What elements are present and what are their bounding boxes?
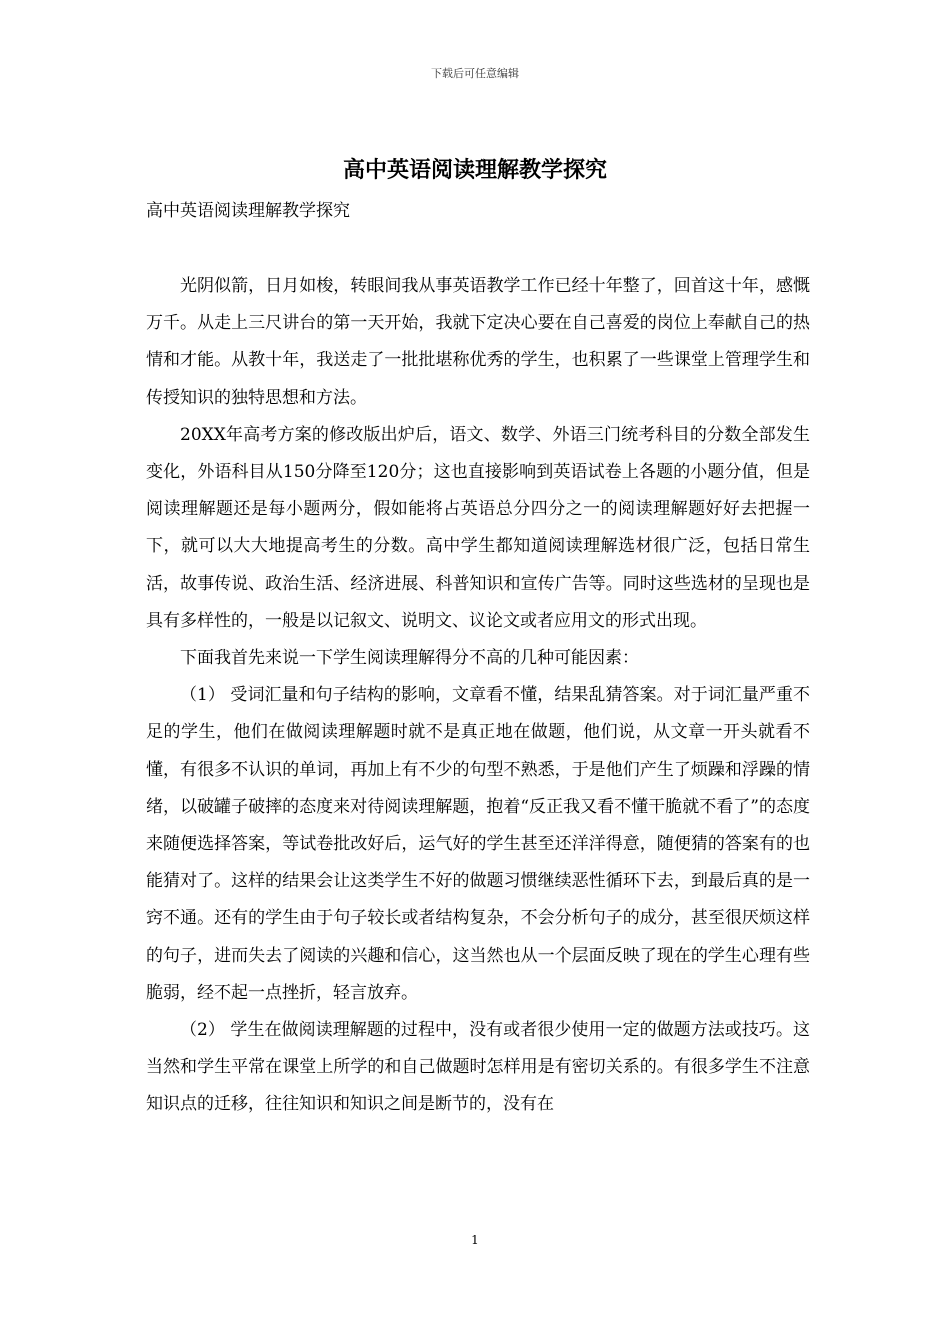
paragraph-exam-reform: 20XX年高考方案的修改版出炉后，语文、数学、外语三门统考科目的分数全部发生变化，外语科目从150分降至120分；这也直接影响到英语试卷上各题的小题分值，但是阅读理解题还是每小题两分，假如能将占英语总分四分之一的阅读理解题好好去把握一下，就可以大大地提高考生的分数。高中学生都知道阅读理解选材很广泛，包括日常生活，故事传说、政治生活、经济进展、科普知识和宣传广告等。同时这些选材的呈现也是具有多样性的，一般是以记叙文、说明文、议论文或者应用文的形式出现。: [146, 424, 810, 631]
paragraph-factor-1: （1） 受词汇量和句子结构的影响，文章看不懂，结果乱猜答案。对于词汇量严重不足的学生，他们在做阅读理解题时就不是真正地在做题，他们说，从文章一开头就看不懂，有很多不认识的单词，再加上有不少的句型不熟悉，于是他们产生了烦躁和浮躁的情绪，以破罐子破摔的态度来对待阅读理解题，抱着“反正我又看不懂干脆就不看了”的态度来随便选择答案，等试卷批改好后，运气好的学生甚至还洋洋得意，随便猜的答案有的也能猜对了。这样的结果会让这类学生不好的做题习惯继续恶性循环下去，到最后真的是一窍不通。还有的学生由于句子较长或者结构复杂，不会分析句子的成分，甚至很厌烦这样的句子，进而失去了阅读的兴趣和信心，这当然也从一个层面反映了现在的学生心理有些脆弱，经不起一点挫折，轻言放弃。: [146, 685, 810, 1003]
page-header-note: 下载后可任意编辑: [431, 67, 519, 80]
document-title: 高中英语阅读理解教学探究: [342, 157, 607, 183]
page-number: 1: [471, 1233, 479, 1247]
paragraph-intro: 光阴似箭，日月如梭，转眼间我从事英语教学工作已经十年整了，回首这十年，感慨万千。从走上三尺讲台的第一天开始，我就下定决心要在自己喜爱的岗位上奉献自己的热情和才能。从教十年，我送走了一批批堪称优秀的学生，也积累了一些课堂上管理学生和传授知识的独特思想和方法。: [146, 276, 810, 408]
document-body: [146, 268, 810, 1124]
paragraph-factor-2: （2） 学生在做阅读理解题的过程中，没有或者很少使用一定的做题方法或技巧。这当然和学生平常在课堂上所学的和自己做题时怎样用是有密切关系的。有很多学生不注意知识点的迁移，往往知识和知识之间是断节的，没有在: [146, 1020, 810, 1115]
paragraph-factors-intro: 下面我首先来说一下学生阅读理解得分不高的几种可能因素：: [180, 648, 639, 669]
document-subtitle: 高中英语阅读理解教学探究: [146, 201, 350, 221]
